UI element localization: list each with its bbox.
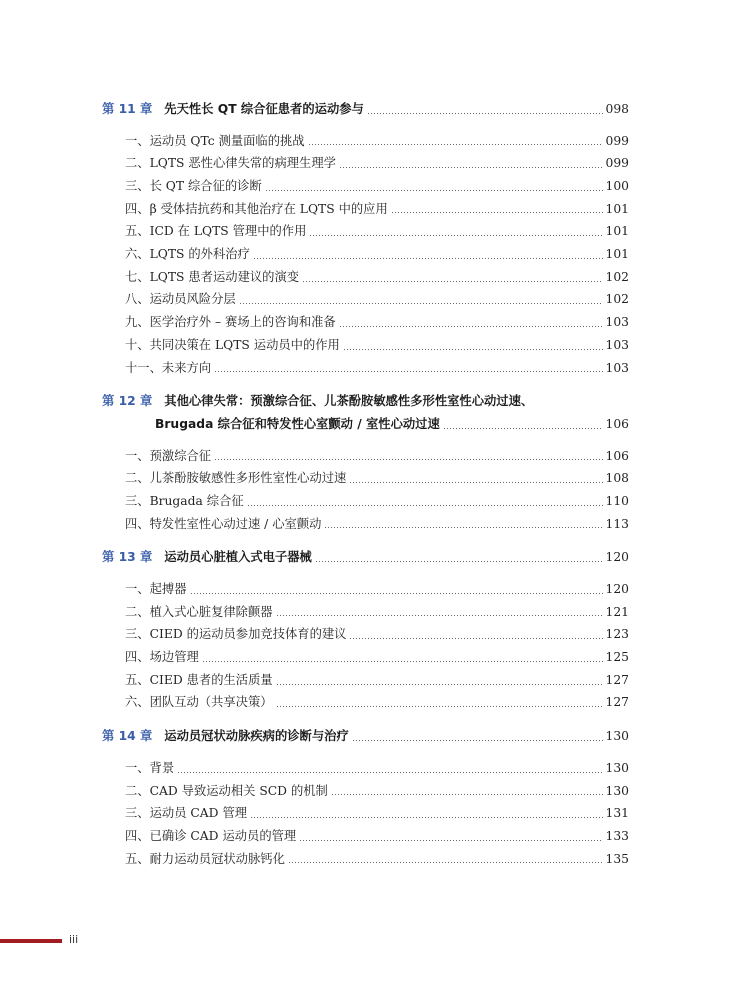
- page-number: 101: [605, 224, 629, 239]
- chapter-14: [102, 725, 629, 870]
- chapter-title: 运动员心脏植入式电子器械: [164, 550, 312, 565]
- page-number: 130: [605, 783, 629, 798]
- section-label: 十一、未来方向: [125, 360, 212, 375]
- section-label: 二、儿茶酚胺敏感性多形性室性心动过速: [125, 471, 347, 486]
- toc-entry[interactable]: [102, 243, 629, 266]
- dot-leader: [214, 459, 602, 460]
- section-label: 三、运动员 CAD 管理: [125, 806, 248, 821]
- toc-entry[interactable]: [102, 357, 629, 380]
- page-number: 106: [605, 448, 629, 463]
- toc-entry[interactable]: [102, 311, 629, 334]
- dot-leader: [265, 190, 603, 191]
- page-number: 101: [605, 247, 629, 262]
- page-number: 121: [605, 604, 629, 619]
- toc-entry[interactable]: [102, 802, 629, 825]
- page-number: 120: [605, 582, 629, 597]
- toc-entry[interactable]: [102, 490, 629, 513]
- toc-entry[interactable]: [102, 130, 629, 153]
- dot-leader: [247, 505, 603, 506]
- dot-leader: [299, 840, 602, 841]
- section-label: 一、背景: [125, 760, 175, 775]
- toc-entry[interactable]: [102, 578, 629, 601]
- page-number: 102: [605, 292, 629, 307]
- dot-leader: [349, 482, 602, 483]
- dot-leader: [331, 794, 603, 795]
- page-number: 135: [605, 851, 629, 866]
- dot-leader: [352, 740, 603, 741]
- toc-entry[interactable]: [102, 334, 629, 357]
- page-number: 106: [605, 416, 629, 431]
- dot-leader: [339, 326, 603, 327]
- chapter-heading[interactable]: [102, 725, 629, 748]
- dot-leader: [190, 593, 603, 594]
- toc-entry[interactable]: [102, 175, 629, 198]
- section-label: 六、LQTS 的外科治疗: [125, 247, 250, 262]
- toc-entry[interactable]: [102, 692, 629, 715]
- dot-leader: [308, 144, 603, 145]
- page-number: 099: [605, 133, 629, 148]
- chapter-heading[interactable]: [102, 98, 629, 121]
- toc-entry[interactable]: [102, 646, 629, 669]
- toc-entry[interactable]: [102, 848, 629, 871]
- toc-entry[interactable]: [102, 757, 629, 780]
- toc-entry[interactable]: [102, 601, 629, 624]
- section-label: 一、运动员 QTc 测量面临的挑战: [125, 133, 305, 148]
- chapter-heading[interactable]: [102, 546, 629, 569]
- dot-leader: [443, 428, 603, 429]
- section-label: 三、CIED 的运动员参加竞技体育的建议: [125, 627, 347, 642]
- dot-leader: [276, 615, 603, 616]
- page-number: 133: [605, 828, 629, 843]
- toc-entry[interactable]: [102, 152, 629, 175]
- table-of-contents: [102, 98, 629, 870]
- chapter-11: [102, 98, 629, 379]
- section-label: 四、特发性室性心动过速 / 心室颤动: [125, 516, 322, 531]
- toc-entry[interactable]: [102, 220, 629, 243]
- toc-entry[interactable]: [102, 289, 629, 312]
- page-number: 131: [605, 806, 629, 821]
- page-number: 110: [605, 493, 629, 508]
- dot-leader: [339, 167, 603, 168]
- chapter-12: [102, 390, 629, 535]
- section-label: 三、长 QT 综合征的诊断: [125, 179, 262, 194]
- toc-entry[interactable]: [102, 623, 629, 646]
- page-number: 099: [605, 156, 629, 171]
- page-number: 100: [605, 179, 629, 194]
- toc-entry[interactable]: [102, 513, 629, 536]
- section-label: 二、CAD 导致运动相关 SCD 的机制: [125, 783, 328, 798]
- section-label: 九、医学治疗外 – 赛场上的咨询和准备: [125, 315, 336, 330]
- dot-leader: [391, 212, 603, 213]
- page-number: 113: [605, 516, 629, 531]
- section-label: 二、植入式心脏复律除颤器: [125, 604, 273, 619]
- section-label: 五、耐力运动员冠状动脉钙化: [125, 851, 285, 866]
- toc-entry[interactable]: [102, 669, 629, 692]
- dot-leader: [367, 113, 603, 114]
- dot-leader: [250, 817, 602, 818]
- chapter-number: 第 14 章: [102, 729, 153, 744]
- section-label: 五、CIED 患者的生活质量: [125, 672, 273, 687]
- section-label: 一、起搏器: [125, 582, 187, 597]
- page-number: 130: [605, 729, 629, 744]
- folio-page-number: iii: [69, 933, 79, 946]
- chapter-number: 第 13 章: [102, 550, 153, 565]
- section-label: 二、LQTS 恶性心律失常的病理生理学: [125, 156, 336, 171]
- page-number: 103: [605, 360, 629, 375]
- chapter-heading-continued[interactable]: [102, 413, 629, 436]
- toc-entry[interactable]: [102, 266, 629, 289]
- page-number: 098: [605, 101, 629, 116]
- dot-leader: [214, 371, 602, 372]
- section-label: 四、β 受体拮抗药和其他治疗在 LQTS 中的应用: [125, 201, 388, 216]
- toc-entry[interactable]: [102, 825, 629, 848]
- section-label: 五、ICD 在 LQTS 管理中的作用: [125, 224, 307, 239]
- page-number: 101: [605, 201, 629, 216]
- chapter-number: 第 12 章: [102, 394, 153, 409]
- dot-leader: [253, 258, 603, 259]
- footer-accent-bar: [0, 939, 62, 943]
- dot-leader: [302, 281, 602, 282]
- dot-leader: [239, 303, 603, 304]
- dot-leader: [309, 235, 602, 236]
- section-label: 四、已确诊 CAD 运动员的管理: [125, 828, 297, 843]
- section-label: 八、运动员风险分层: [125, 292, 236, 307]
- section-label: 七、LQTS 患者运动建议的演变: [125, 269, 300, 284]
- toc-entry[interactable]: [102, 198, 629, 221]
- chapter-title: 先天性长 QT 综合征患者的运动参与: [164, 101, 364, 116]
- page-number: 127: [605, 672, 629, 687]
- page-number: 125: [605, 650, 629, 665]
- dot-leader: [315, 561, 603, 562]
- section-label: 一、预激综合征: [125, 448, 212, 463]
- page-number: 103: [605, 337, 629, 352]
- chapter-number: 第 11 章: [102, 101, 153, 116]
- dot-leader: [276, 684, 603, 685]
- page-number: 127: [605, 695, 629, 710]
- section-label: 十、共同决策在 LQTS 运动员中的作用: [125, 337, 340, 352]
- chapter-title-line-1: 其他心律失常：预激综合征、儿茶酚胺敏感性多形性室性心动过速、: [164, 394, 534, 409]
- page-number: 108: [605, 471, 629, 486]
- chapter-heading[interactable]: [102, 390, 629, 413]
- dot-leader: [349, 638, 602, 639]
- chapter-title-line-2: Brugada 综合征和特发性心室颤动 / 室性心动过速: [155, 416, 440, 431]
- dot-leader: [324, 527, 602, 528]
- dot-leader: [177, 772, 602, 773]
- page-number: 120: [605, 550, 629, 565]
- dot-leader: [276, 706, 603, 707]
- toc-entry[interactable]: [102, 467, 629, 490]
- page-number: 123: [605, 627, 629, 642]
- toc-entry[interactable]: [102, 780, 629, 803]
- page-number: 130: [605, 760, 629, 775]
- page-number: 103: [605, 315, 629, 330]
- page-number: 102: [605, 269, 629, 284]
- dot-leader: [288, 862, 603, 863]
- chapter-title: 运动员冠状动脉疾病的诊断与治疗: [164, 729, 349, 744]
- dot-leader: [343, 349, 603, 350]
- section-label: 六、团队互动（共享决策）: [125, 695, 273, 710]
- chapter-13: [102, 546, 629, 714]
- section-label: 四、场边管理: [125, 650, 199, 665]
- dot-leader: [202, 661, 603, 662]
- section-label: 三、Brugada 综合征: [125, 493, 244, 508]
- toc-entry[interactable]: [102, 445, 629, 468]
